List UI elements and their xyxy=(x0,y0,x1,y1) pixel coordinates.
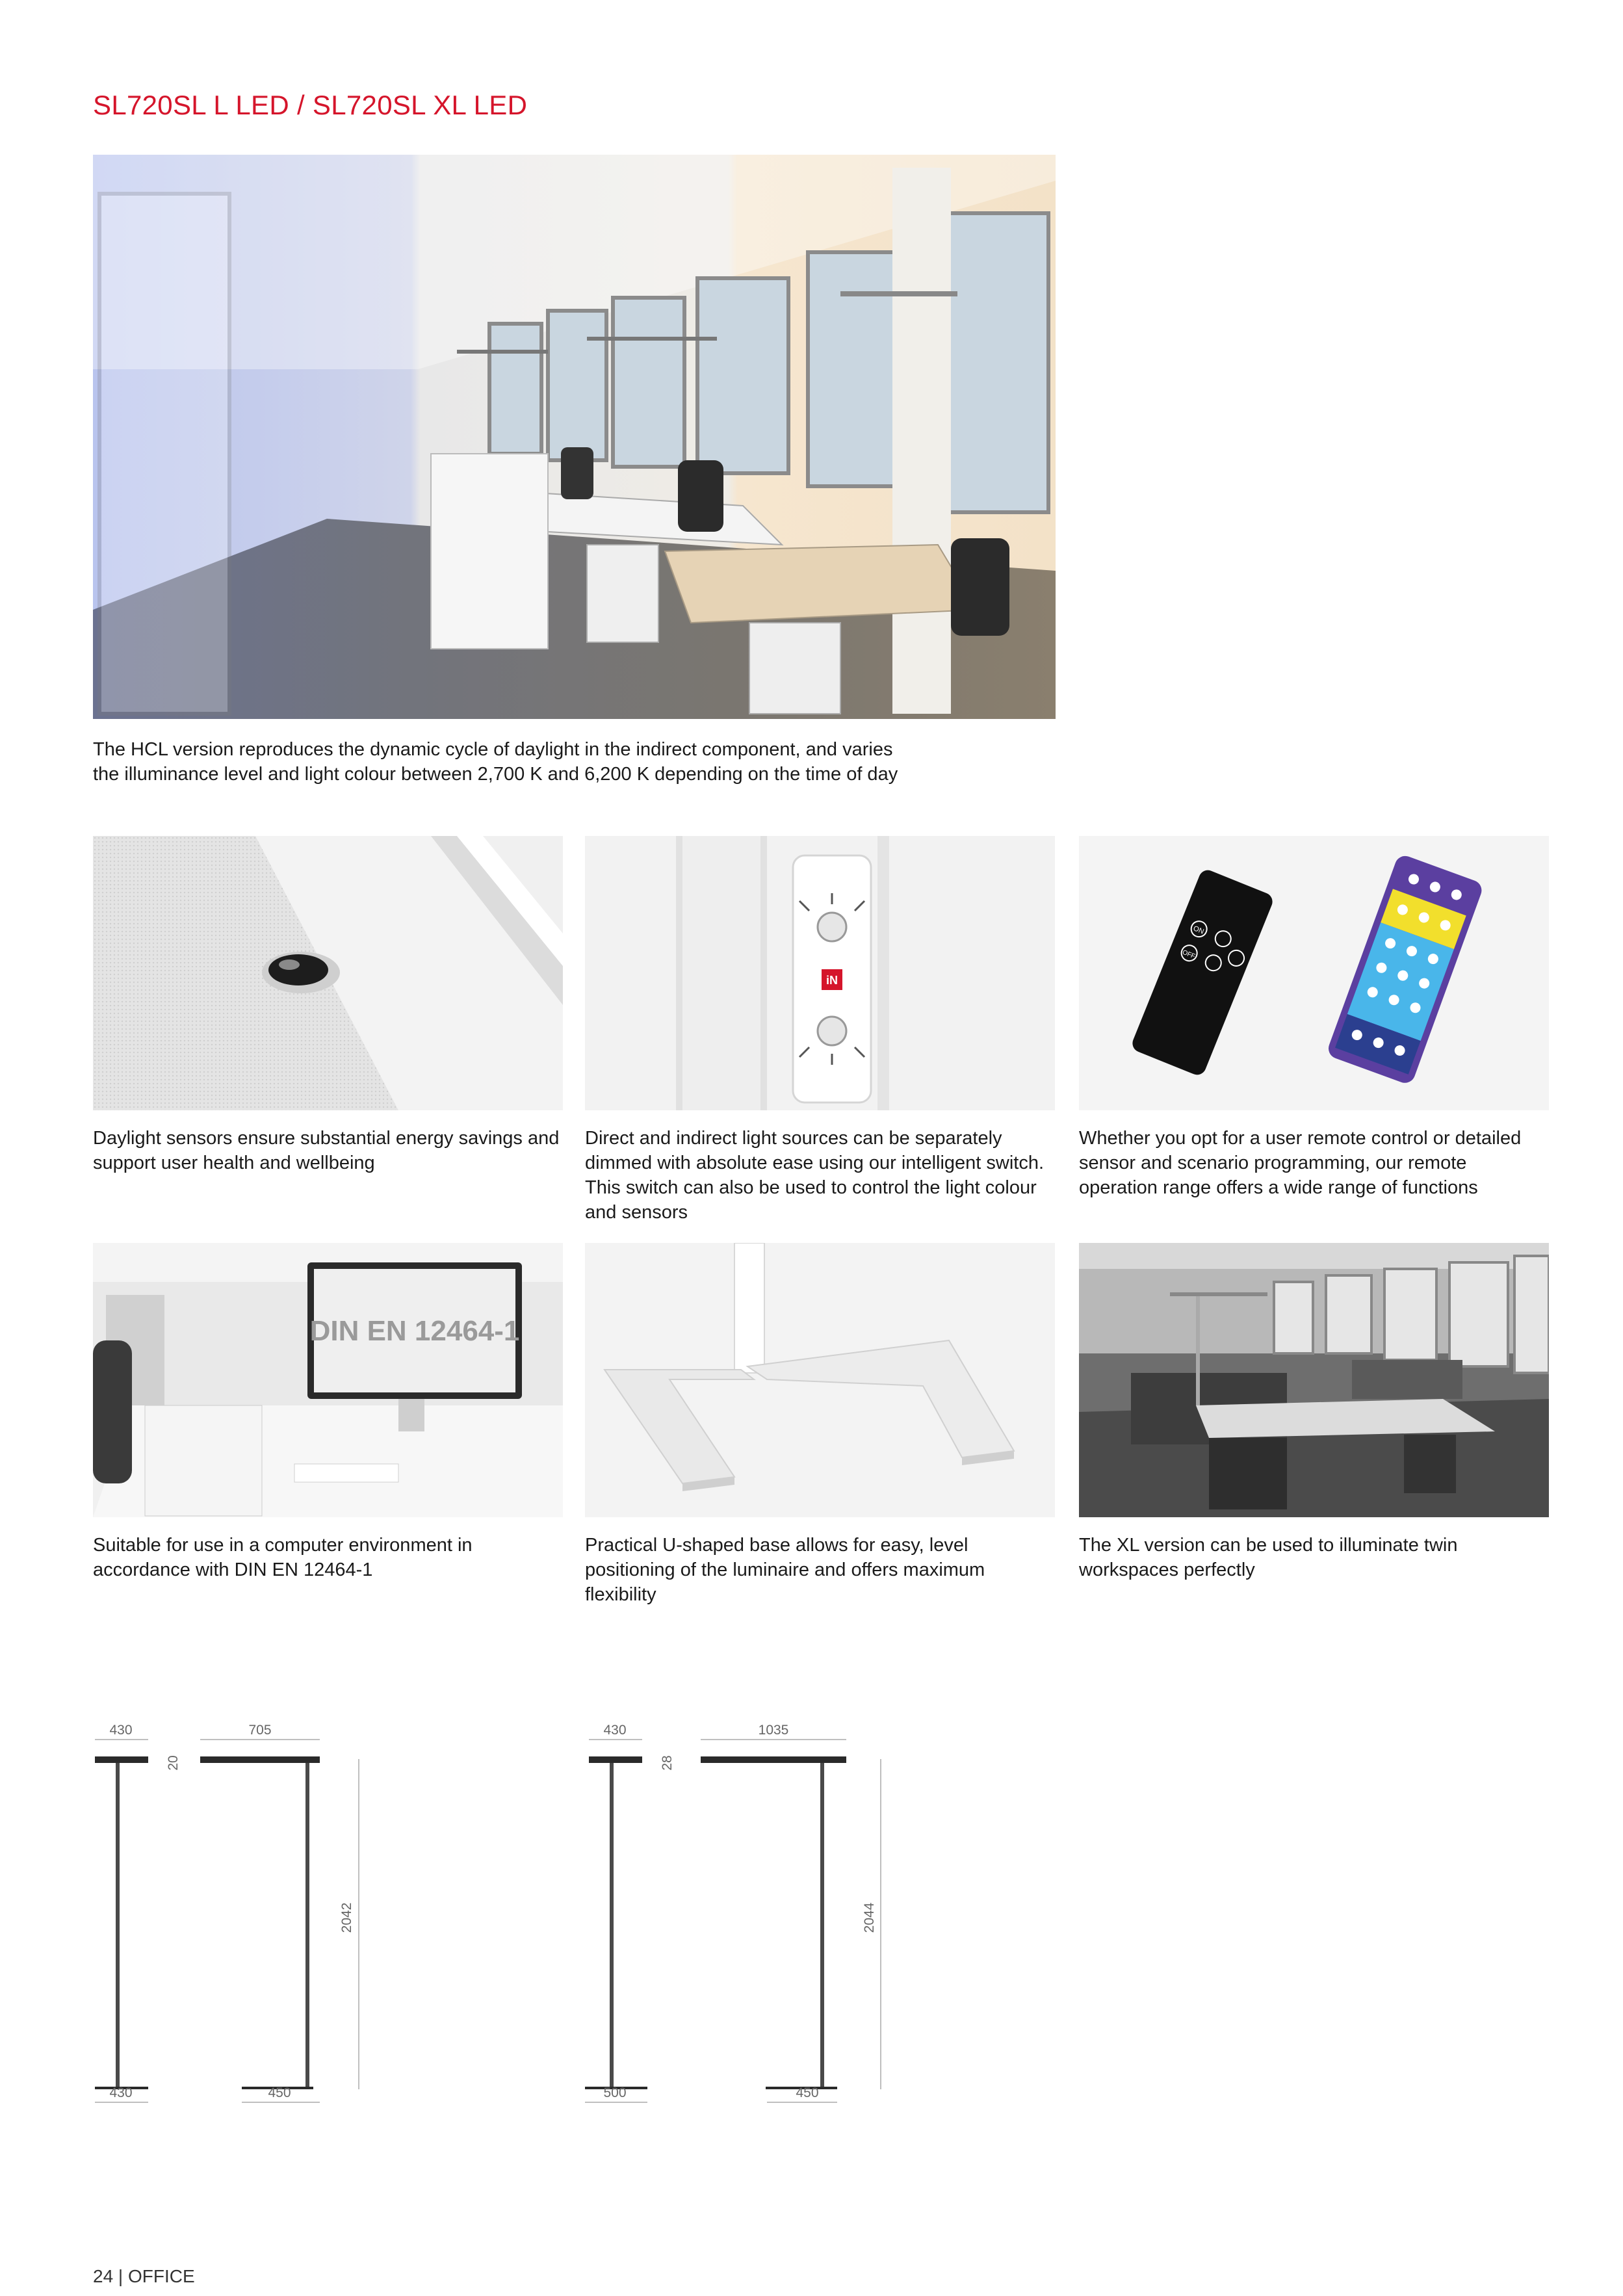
feature-caption-remote: Whether you opt for a user remote control or detailed sensor and scenario programming, our remote operation range offers a wide range of functions xyxy=(1079,1128,1522,1198)
feature-caption-sensor: Daylight sensors ensure substantial energy savings and support user health and wellbeing xyxy=(93,1128,560,1173)
sensor-illustration xyxy=(93,836,563,1110)
dimension-drawing-xl xyxy=(578,1716,903,2113)
remotes-illustration xyxy=(1079,836,1549,1110)
dim-l-head: 20 xyxy=(166,1755,181,1771)
feature-caption-computer: Suitable for use in a computer environment in accordance with DIN EN 12464-1 xyxy=(93,1535,473,1580)
dim-l-height: 2042 xyxy=(339,1902,354,1933)
dim-xl-bottom-right: 450 xyxy=(796,2085,819,2100)
dim-xl-height: 2044 xyxy=(862,1902,877,1933)
dim-xl-bottom-left: 500 xyxy=(603,2085,627,2100)
intelligent-switch-photo xyxy=(585,836,1055,1110)
xl-office-illustration xyxy=(1079,1243,1549,1517)
computer-illustration xyxy=(93,1243,563,1517)
remote-off-label: OFF xyxy=(1181,948,1197,961)
switch-logo: iN xyxy=(826,974,838,987)
computer-workplace-photo xyxy=(93,1243,563,1517)
feature-caption-xl: The XL version can be used to illuminate twin workspaces perfectly xyxy=(1079,1535,1458,1580)
hero-office-photo xyxy=(93,155,1056,719)
remote-controls-photo xyxy=(1079,836,1549,1110)
dim-xl-top-right: 1035 xyxy=(758,1723,789,1738)
hero-caption-line-2: the illuminance level and light colour between 2,700 K and 6,200 K depending on the time of day xyxy=(93,764,898,785)
dim-l-bottom-left: 430 xyxy=(109,2085,133,2100)
u-base-photo xyxy=(585,1243,1055,1517)
dim-xl-head: 28 xyxy=(660,1755,675,1771)
dim-xl-top-left: 430 xyxy=(603,1723,627,1738)
page-footer: 24 | OFFICE xyxy=(93,2266,195,2286)
dimension-drawing-l xyxy=(84,1716,377,2113)
page-title: SL720SL L LED / SL720SL XL LED xyxy=(93,90,528,120)
feature-caption-switch: Direct and indirect light sources can be separately dimmed with absolute ease using our intelligent switch. This switch can also be used to control the light colour and sensors xyxy=(585,1128,1045,1223)
xl-twin-workspace-photo xyxy=(1079,1243,1549,1517)
remote-on-label: ON xyxy=(1192,924,1205,936)
u-base-illustration xyxy=(585,1243,1055,1517)
switch-illustration xyxy=(585,836,1055,1110)
screen-text: DIN EN 12464-1 xyxy=(309,1315,520,1347)
hero-office-illustration xyxy=(93,155,1056,719)
dim-l-top-right: 705 xyxy=(248,1723,272,1738)
dim-l-bottom-right: 450 xyxy=(268,2085,291,2100)
dim-l-top-left: 430 xyxy=(109,1723,133,1738)
hero-caption-line-1: The HCL version reproduces the dynamic cycle of daylight in the indirect component, and varies xyxy=(93,739,893,760)
daylight-sensor-photo xyxy=(93,836,563,1110)
feature-caption-u-base: Practical U-shaped base allows for easy, level positioning of the luminaire and offers maximum flexibility xyxy=(585,1535,985,1605)
hero-caption xyxy=(93,737,1068,787)
